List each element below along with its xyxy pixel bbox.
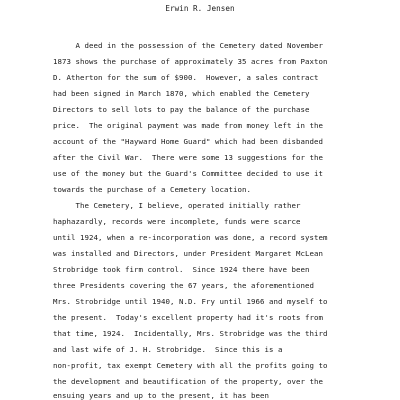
text-line: towards the purchase of a Cemetery location. xyxy=(53,185,251,194)
text-line: use of the money but the Guard's Committee decided to use it xyxy=(53,169,323,178)
text-line: price. The original payment was made from money left in the xyxy=(53,121,323,130)
text-line: ensuing years and up to the present, it has been xyxy=(53,391,269,400)
text-line: The Cemetery, I believe, operated initially rather xyxy=(53,201,301,210)
text-line: the present. Today's excellent property had it's roots from xyxy=(53,313,323,322)
text-line: had been signed in March 1870, which enabled the Cemetery xyxy=(53,89,310,98)
text-line: non-profit, tax exempt Cemetery with all the profits going to xyxy=(53,361,328,370)
text-line: Strobridge took firm control. Since 1924 there have been xyxy=(53,265,310,274)
text-line: and last wife of J. H. Strobridge. Since this is a xyxy=(53,345,283,354)
text-line: Directors to sell lots to pay the balance of the purchase xyxy=(53,105,310,114)
text-line: until 1924, when a re-incorporation was done, a record system xyxy=(53,233,328,242)
text-line: A deed in the possession of the Cemetery dated November xyxy=(53,41,323,50)
text-line: D. Atherton for the sum of $900. However, a sales contract xyxy=(53,73,319,82)
text-line: account of the "Hayward Home Guard" which had been disbanded xyxy=(53,137,323,146)
text-line: 1873 shows the purchase of approximately 35 acres from Paxton xyxy=(53,57,328,66)
text-line: after the Civil War. There were some 13 suggestions for the xyxy=(53,153,323,162)
text-line: was installed and Directors, under President Margaret McLean xyxy=(53,249,323,258)
text-line: the development and beautification of the property, over the xyxy=(53,377,323,386)
text-line: three Presidents covering the 67 years, the aforementioned xyxy=(53,281,314,290)
text-line: haphazardly, records were incomplete, funds were scarce xyxy=(53,217,301,226)
text-line: that time, 1924. Incidentally, Mrs. Strobridge was the third xyxy=(53,329,328,338)
text-line: Mrs. Strobridge until 1940, N.D. Fry until 1966 and myself to xyxy=(53,297,328,306)
author-name: Erwin R. Jensen xyxy=(165,4,235,13)
